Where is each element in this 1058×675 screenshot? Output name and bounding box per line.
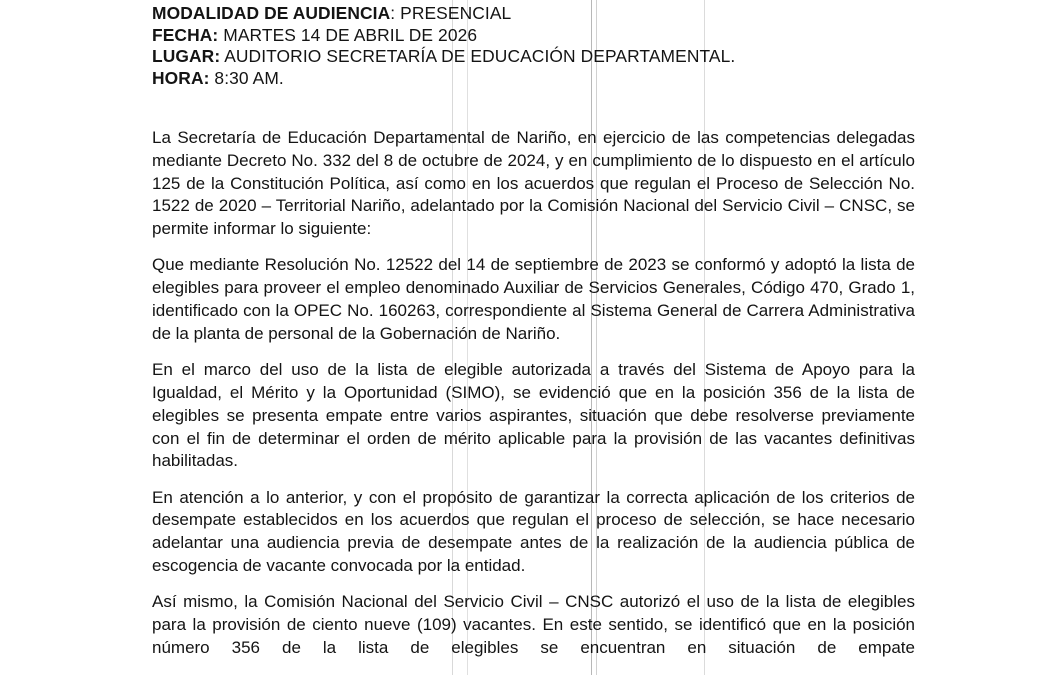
fecha-line xyxy=(152,25,1012,47)
hora-value: 8:30 AM. xyxy=(209,67,284,88)
modalidad-value: : PRESENCIAL xyxy=(390,3,512,23)
lugar-label: LUGAR: xyxy=(152,46,221,66)
modalidad-label: MODALIDAD DE AUDIENCIA xyxy=(152,3,391,23)
paragraph-simo: En el marco del uso de la lista de elegible autorizada a través del Sistema de Apoyo para la Igualdad, el Mérito y la Oportunidad (SIMO), se evidenció que en la posición 356 de la lista de elegibles se presenta empate entre varios aspirantes, situación que debe resolverse previamente con el fin de determinar el orden de mérito aplicable para la provisión de las vacantes definitivas habilitadas. xyxy=(152,360,915,471)
modalidad-line xyxy=(152,3,1012,25)
fecha-value: MARTES 14 DE ABRIL DE 2026 xyxy=(218,24,478,45)
paragraph-cnsc: Así mismo, la Comisión Nacional del Servicio Civil – CNSC autorizó el uso de la lista de elegibles para la provisión de ciento nueve (109) vacantes. En este sentido, se identificó que en la posición número 356 de la lista de elegibles se encuentran en situación de empate xyxy=(152,592,915,657)
paragraph-resolucion: Que mediante Resolución No. 12522 del 14 de septiembre de 2023 se conformó y adoptó la lista de elegibles para proveer el empleo denominado Auxiliar de Servicios Generales, Código 470, Grado 1, identificado con la OPEC No. 160263, correspondiente al Sistema General de Carrera Administrativa de la planta de personal de la Gobernación de Nariño. xyxy=(152,255,915,343)
audience-details xyxy=(152,3,1012,89)
hora-label: HORA: xyxy=(152,67,210,88)
fecha-label: FECHA: xyxy=(152,24,219,45)
lugar-value: AUDITORIO SECRETARÍA DE EDUCACIÓN DEPARTAMENTAL. xyxy=(220,46,736,66)
paragraph-intro: La Secretaría de Educación Departamental de Nariño, en ejercicio de las competencias delegadas mediante Decreto No. 332 del 8 de octubre de 2024, y en cumplimiento de lo dispuesto en el artículo 125 de la Constitución Política, así como en los acuerdos que regulan el Proceso de Selección No. 1522 de 2020 – Territorial Nariño, adelantado por la Comisión Nacional del Servicio Civil – CNSC, se permite informar lo siguiente: xyxy=(152,128,915,239)
document-body xyxy=(152,127,915,673)
hora-line xyxy=(152,68,1012,90)
lugar-line xyxy=(152,46,1012,68)
paragraph-atencion: En atención a lo anterior, y con el propósito de garantizar la correcta aplicación de los criterios de desempate establecidos en los acuerdos que regulan el proceso de selección, se hace necesario adelantar una audiencia previa de desempate antes de la realización de la audiencia pública de escogencia de vacante convocada por la entidad. xyxy=(152,487,915,576)
